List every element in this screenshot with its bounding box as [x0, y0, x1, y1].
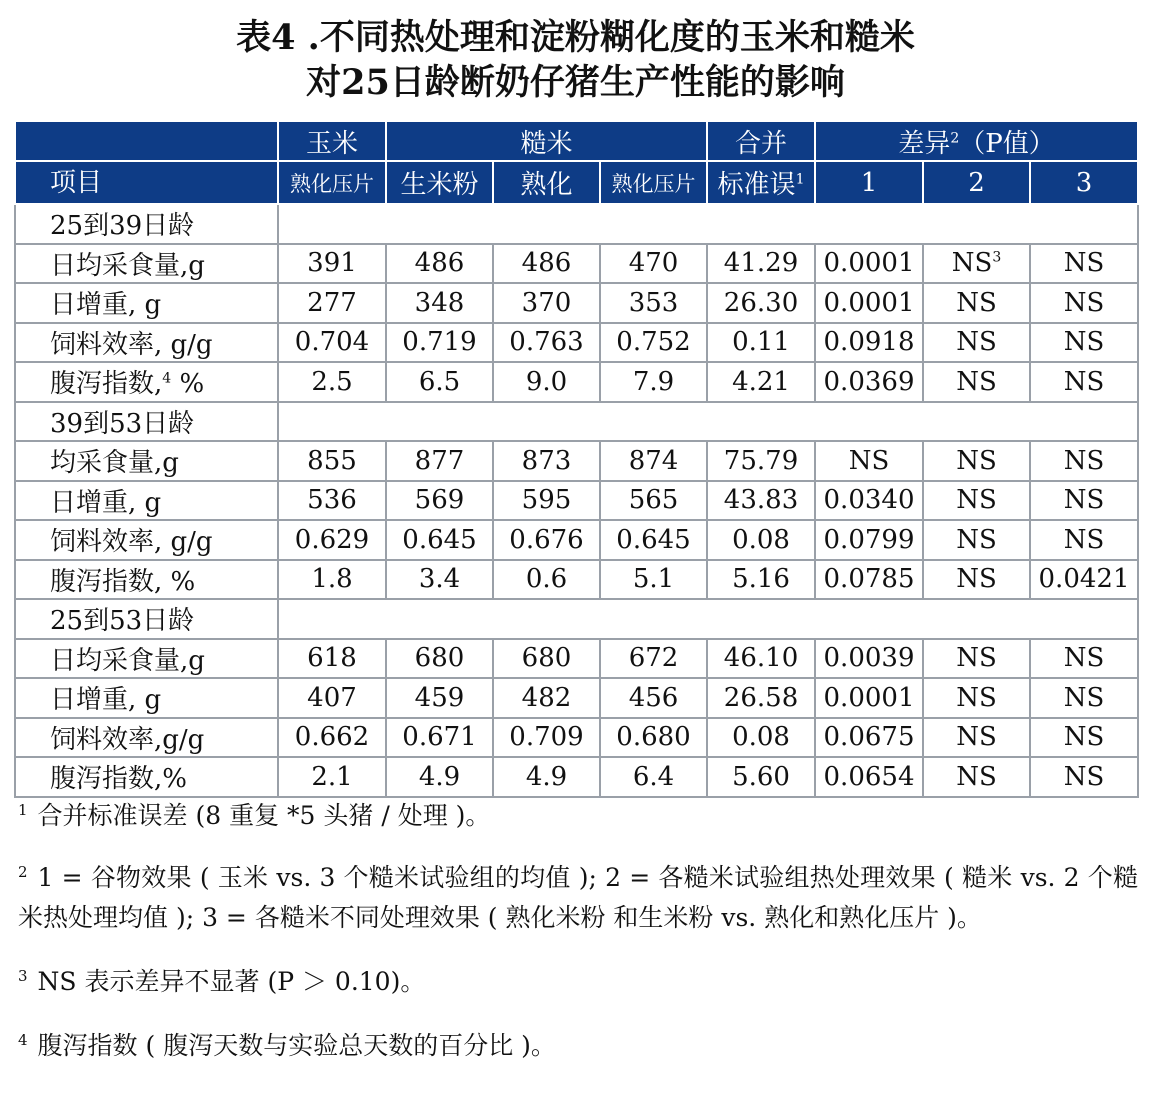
table-cell: 391 — [278, 244, 386, 284]
table-cell: 0.0918 — [815, 323, 923, 363]
table-cell: 0.11 — [707, 323, 815, 363]
footnote-2: $^2$ 1 = 谷物效果 ( 玉米 vs. 3 个糙米试验组的均值 ); 2 = 各糙米试验组热处理效果 ( 糙米 vs. 2 个糙米热处理均值 ); 3 = 各糙米不同处理效果 ( 熟化米粉 和生米粉 vs. 熟化和熟化压片 )。 — [18, 862, 1138, 932]
table-cell: NS — [923, 757, 1030, 797]
table-cell: NS — [1030, 520, 1138, 560]
table-cell: 482 — [493, 678, 600, 718]
row-label: 腹泻指数, % — [15, 560, 278, 600]
table-cell: 5.60 — [707, 757, 815, 797]
table-row — [15, 244, 1138, 284]
table-cell: NS — [1030, 362, 1138, 402]
header-pooled-se: 标准误$^1$ — [707, 161, 815, 204]
table-cell: 672 — [600, 639, 707, 679]
table-cell: 7.9 — [600, 362, 707, 402]
row-label: 腹泻指数,% — [15, 757, 278, 797]
table-cell: 4.21 — [707, 362, 815, 402]
section-row — [15, 402, 1138, 442]
table-cell: 0.0001 — [815, 244, 923, 284]
table-cell: 565 — [600, 481, 707, 521]
table-cell: 0.08 — [707, 520, 815, 560]
table-cell: 0.719 — [386, 323, 493, 363]
table-cell: NS — [1030, 718, 1138, 758]
footnotes — [18, 796, 1138, 1066]
row-label: 饲料效率,g/g — [15, 718, 278, 758]
section-fill — [278, 402, 1138, 442]
table-cell: 873 — [493, 441, 600, 481]
header-rice-flake: 熟化压片 — [600, 161, 707, 204]
table-cell: 2.1 — [278, 757, 386, 797]
header-blank — [15, 121, 278, 161]
table-cell: 486 — [386, 244, 493, 284]
table-cell: NS — [923, 481, 1030, 521]
row-label: 日增重, g — [15, 678, 278, 718]
table-cell: 618 — [278, 639, 386, 679]
table-row — [15, 718, 1138, 758]
table-cell: NS — [923, 362, 1030, 402]
row-label: 日均采食量,g — [15, 244, 278, 284]
header-p1: 1 — [815, 161, 923, 204]
table-cell: NS — [923, 678, 1030, 718]
table-row — [15, 520, 1138, 560]
table-cell: NS — [923, 520, 1030, 560]
table-row — [15, 560, 1138, 600]
header-corn-flake: 熟化压片 — [278, 161, 386, 204]
table-cell: 4.9 — [386, 757, 493, 797]
table-cell: 855 — [278, 441, 386, 481]
header-raw-powder: 生米粉 — [386, 161, 493, 204]
header-p3: 3 — [1030, 161, 1138, 204]
table-cell: 470 — [600, 244, 707, 284]
section-label: 25到53日龄 — [15, 599, 278, 639]
section-fill — [278, 204, 1138, 244]
row-label: 饲料效率, g/g — [15, 520, 278, 560]
header-p2: 2 — [923, 161, 1030, 204]
table-cell: NS — [1030, 323, 1138, 363]
table-row — [15, 757, 1138, 797]
header-difference: 差异$^2$（P值） — [815, 121, 1138, 161]
table-title-line1: 表4 .不同热处理和淀粉糊化度的玉米和糙米 — [236, 17, 915, 58]
table-cell: NS — [815, 441, 923, 481]
row-label: 腹泻指数,$^4$ % — [15, 362, 278, 402]
table-cell: 0.0675 — [815, 718, 923, 758]
table-cell: 0.763 — [493, 323, 600, 363]
table-cell: NS — [923, 560, 1030, 600]
section-fill — [278, 599, 1138, 639]
table-cell: NS — [1030, 678, 1138, 718]
table-cell: 486 — [493, 244, 600, 284]
table-body — [15, 204, 1138, 797]
row-label: 饲料效率, g/g — [15, 323, 278, 363]
header-row-1 — [15, 121, 1138, 161]
table-cell: 0.08 — [707, 718, 815, 758]
table-row — [15, 678, 1138, 718]
row-label: 日增重, g — [15, 283, 278, 323]
table-cell: 0.680 — [600, 718, 707, 758]
performance-table — [14, 120, 1139, 798]
table-cell: NS — [1030, 441, 1138, 481]
row-label: 日增重, g — [15, 481, 278, 521]
table-cell: 2.5 — [278, 362, 386, 402]
table-cell: 680 — [493, 639, 600, 679]
section-row — [15, 599, 1138, 639]
table-row — [15, 283, 1138, 323]
table-cell: 874 — [600, 441, 707, 481]
table-cell: 0.0039 — [815, 639, 923, 679]
table-row — [15, 362, 1138, 402]
table-cell: 46.10 — [707, 639, 815, 679]
table-cell: 26.30 — [707, 283, 815, 323]
header-cooked: 熟化 — [493, 161, 600, 204]
table-cell: 277 — [278, 283, 386, 323]
table-cell: 0.0001 — [815, 283, 923, 323]
table-cell: $NS^3$ — [923, 244, 1030, 284]
table-cell: 9.0 — [493, 362, 600, 402]
table-cell: 353 — [600, 283, 707, 323]
table-cell: 0.629 — [278, 520, 386, 560]
table-cell: 26.58 — [707, 678, 815, 718]
header-item: 项目 — [15, 161, 278, 204]
table-cell: 6.4 — [600, 757, 707, 797]
table-cell: 5.16 — [707, 560, 815, 600]
table-cell: 0.0369 — [815, 362, 923, 402]
table-cell: NS — [1030, 757, 1138, 797]
section-label: 39到53日龄 — [15, 402, 278, 442]
table-cell: 407 — [278, 678, 386, 718]
table-cell: 0.0799 — [815, 520, 923, 560]
header-row-2 — [15, 161, 1138, 204]
header-rice: 糙米 — [386, 121, 707, 161]
table-cell: 456 — [600, 678, 707, 718]
table-row — [15, 323, 1138, 363]
table-cell: 680 — [386, 639, 493, 679]
table-cell: 0.662 — [278, 718, 386, 758]
table-cell: 1.8 — [278, 560, 386, 600]
section-row — [15, 204, 1138, 244]
table-cell: 0.645 — [386, 520, 493, 560]
table-title-line2: 对25日龄断奶仔猪生产性能的影响 — [306, 62, 845, 103]
table-cell: 5.1 — [600, 560, 707, 600]
table-cell: 4.9 — [493, 757, 600, 797]
table-cell: 348 — [386, 283, 493, 323]
row-label: 日均采食量,g — [15, 639, 278, 679]
table-cell: 370 — [493, 283, 600, 323]
table-cell: 0.6 — [493, 560, 600, 600]
table-cell: 0.645 — [600, 520, 707, 560]
table-cell: 0.752 — [600, 323, 707, 363]
table-cell: 0.704 — [278, 323, 386, 363]
table-cell: 41.29 — [707, 244, 815, 284]
table-cell: 459 — [386, 678, 493, 718]
table-cell: NS — [923, 441, 1030, 481]
header-pooled: 合并 — [707, 121, 815, 161]
table-row — [15, 639, 1138, 679]
table-cell: 536 — [278, 481, 386, 521]
table-cell: NS — [1030, 481, 1138, 521]
table-cell: 0.0421 — [1030, 560, 1138, 600]
table-cell: 595 — [493, 481, 600, 521]
table-cell: NS — [1030, 244, 1138, 284]
table-cell: 43.83 — [707, 481, 815, 521]
table-cell: 0.671 — [386, 718, 493, 758]
table-cell: NS — [1030, 283, 1138, 323]
table-cell: 3.4 — [386, 560, 493, 600]
table-cell: 0.0785 — [815, 560, 923, 600]
table-cell: NS — [923, 718, 1030, 758]
table-cell: 0.676 — [493, 520, 600, 560]
table-cell: 569 — [386, 481, 493, 521]
footnote-1: $^1$ 合并标准误差 (8 重复 *5 头猪 / 处理 )。 — [18, 800, 491, 830]
table-cell: NS — [923, 283, 1030, 323]
footnote-4: $^4$ 腹泻指数 ( 腹泻天数与实验总天数的百分比 )。 — [18, 1030, 556, 1060]
table-cell: NS — [923, 323, 1030, 363]
section-label: 25到39日龄 — [15, 204, 278, 244]
table-cell: 0.709 — [493, 718, 600, 758]
table-cell: NS — [923, 639, 1030, 679]
table-cell: 877 — [386, 441, 493, 481]
table-cell: 0.0340 — [815, 481, 923, 521]
table-cell: 6.5 — [386, 362, 493, 402]
header-corn: 玉米 — [278, 121, 386, 161]
table-cell: 0.0654 — [815, 757, 923, 797]
footnote-3: $^3$ NS 表示差异不显著 (P ＞ 0.10)。 — [18, 966, 426, 996]
table-cell: 75.79 — [707, 441, 815, 481]
row-label: 均采食量,g — [15, 441, 278, 481]
table-cell: 0.0001 — [815, 678, 923, 718]
table-row — [15, 481, 1138, 521]
table-row — [15, 441, 1138, 481]
table-cell: NS — [1030, 639, 1138, 679]
